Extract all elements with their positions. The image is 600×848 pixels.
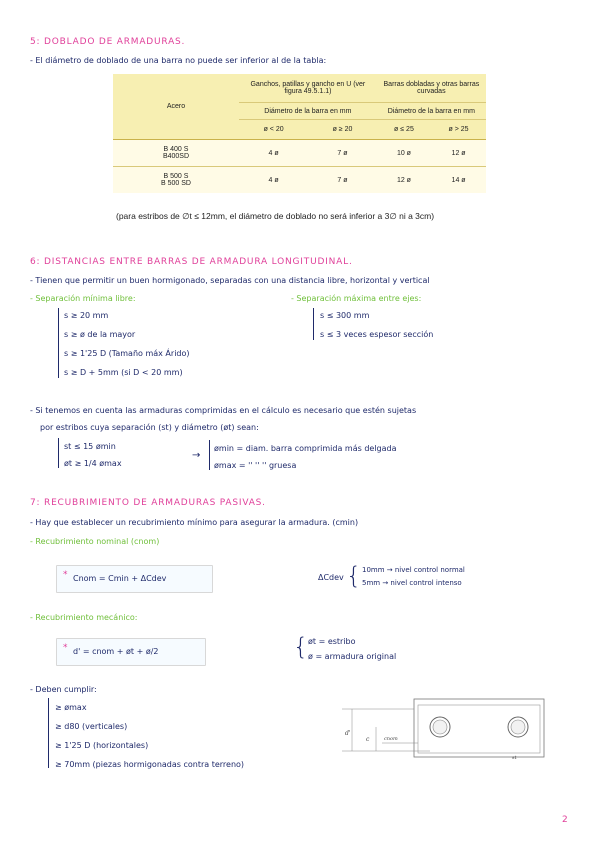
table-cell: 4 ø: [239, 140, 308, 167]
table-cell: 4 ø: [239, 167, 308, 194]
maxima-item: s ≤ 3 veces espesor sección: [320, 330, 434, 339]
page-number: 2: [562, 815, 568, 825]
label-cnom: cnom: [384, 736, 398, 742]
table-cell: 7 ø: [308, 167, 377, 194]
estribo-condition: st ≤ 15 ømin: [64, 442, 116, 451]
minima-item: s ≥ ø de la mayor: [64, 330, 136, 339]
section-6-heading: 6: DISTANCIAS ENTRE BARRAS DE ARMADURA LONGITUDINAL.: [30, 257, 353, 267]
star-icon: *: [63, 570, 68, 580]
table-cell-acero: B 400 S B400SD: [113, 140, 239, 167]
brace-line: [209, 440, 210, 470]
header-group-barras: Barras dobladas y otras barras curvadas: [377, 74, 486, 103]
header-c1: ø < 20: [239, 120, 308, 140]
maxima-item: s ≤ 300 mm: [320, 311, 370, 320]
label-c: c: [366, 736, 370, 743]
minima-item: s ≥ 20 mm: [64, 311, 109, 320]
cumplir-item: ≥ 70mm (piezas hormigonadas contra terreno): [55, 760, 245, 769]
bracket-line: [58, 438, 59, 468]
armaduras-comprimidas-text: - Si tenemos en cuenta las armaduras comprimidas en el cálculo es necesario que estén sujetas: [30, 406, 417, 415]
header-c3: ø ≤ 25: [377, 120, 431, 140]
estribo-condition: øt ≥ 1/4 ømax: [64, 459, 122, 468]
star-icon: *: [63, 643, 68, 653]
recubrimiento-figure: [342, 697, 550, 761]
cumplir-item: ≥ 1'25 D (horizontales): [55, 741, 149, 750]
recubrimiento-nominal-title: - Recubrimiento nominal (cnom): [30, 537, 160, 546]
minima-item: s ≥ 1'25 D (Tamaño máx Árido): [64, 349, 190, 358]
formula-box: [56, 638, 206, 666]
header-acero: Acero: [113, 74, 239, 140]
table-cell-acero: B 500 S B 500 SD: [113, 167, 239, 194]
formula-box: [56, 565, 213, 593]
brace-icon: {: [346, 562, 362, 590]
header-sub-diametro-2: Diámetro de la barra en mm: [377, 103, 486, 120]
label-d-prime: d': [345, 730, 351, 737]
formula-cnom: Cnom = Cmin + ΔCdev: [73, 574, 167, 583]
deben-cumplir-title: - Deben cumplir:: [30, 685, 97, 694]
ømax-definition: ømax = '' '' '' gruesa: [214, 461, 297, 470]
acdev-option: 5mm → nivel control intenso: [362, 579, 462, 587]
doblado-table: [113, 74, 486, 193]
recubrimiento-mecanico-title: - Recubrimiento mecánico:: [30, 613, 138, 622]
section-6-bullet: - Tienen que permitir un buen hormigonado, separadas con una distancia libre, horizontal y vertical: [30, 276, 430, 285]
cumplir-item: ≥ ømax: [55, 703, 87, 712]
cumplir-item: ≥ d80 (verticales): [55, 722, 128, 731]
armaduras-comprimidas-text: por estribos cuya separación (st) y diámetro (øt) sean:: [40, 423, 259, 432]
table-note: (para estribos de ∅t ≤ 12mm, el diámetro de doblado no será inferior a 3∅ ni a 3cm): [116, 211, 435, 221]
legend-item: ø = armadura original: [308, 652, 397, 661]
legend-item: øt = estribo: [308, 637, 356, 646]
header-sub-diametro-1: Diámetro de la barra en mm: [239, 103, 377, 120]
header-c4: ø > 25: [431, 120, 486, 140]
acdev-label: ΔCdev: [318, 573, 344, 582]
section-7-bullet: - Hay que establecer un recubrimiento mínimo para asegurar la armadura. (cmin): [30, 518, 359, 527]
table-cell: 10 ø: [377, 140, 431, 167]
table-cell: 12 ø: [431, 140, 486, 167]
arrow-icon: →: [192, 450, 201, 461]
table-cell: 12 ø: [377, 167, 431, 194]
bracket-line: [58, 308, 59, 378]
bracket-line: [48, 698, 49, 768]
table-cell: 14 ø: [431, 167, 486, 194]
minima-item: s ≥ D + 5mm (si D < 20 mm): [64, 368, 183, 377]
table-cell: 7 ø: [308, 140, 377, 167]
brace-icon: {: [293, 633, 309, 661]
separacion-maxima-title: - Separación máxima entre ejes:: [291, 294, 422, 303]
section-5-heading: 5: DOBLADO DE ARMADURAS.: [30, 37, 186, 47]
header-group-ganchos: Ganchos, patillas y gancho en U (ver figura 49.5.1.1): [239, 74, 377, 103]
section-5-bullet: - El diámetro de doblado de una barra no puede ser inferior al de la tabla:: [30, 56, 327, 65]
bracket-line: [313, 308, 314, 340]
label-st: st: [512, 755, 517, 761]
acdev-option: 10mm → nivel control normal: [362, 566, 465, 574]
header-c2: ø ≥ 20: [308, 120, 377, 140]
formula-d-prime: d' = cnom + øt + ø/2: [73, 647, 159, 656]
separacion-minima-title: - Separación mínima libre:: [30, 294, 136, 303]
section-7-heading: 7: RECUBRIMIENTO DE ARMADURAS PASIVAS.: [30, 498, 266, 508]
ømin-definition: ømin = diam. barra comprimida más delgada: [214, 444, 397, 453]
